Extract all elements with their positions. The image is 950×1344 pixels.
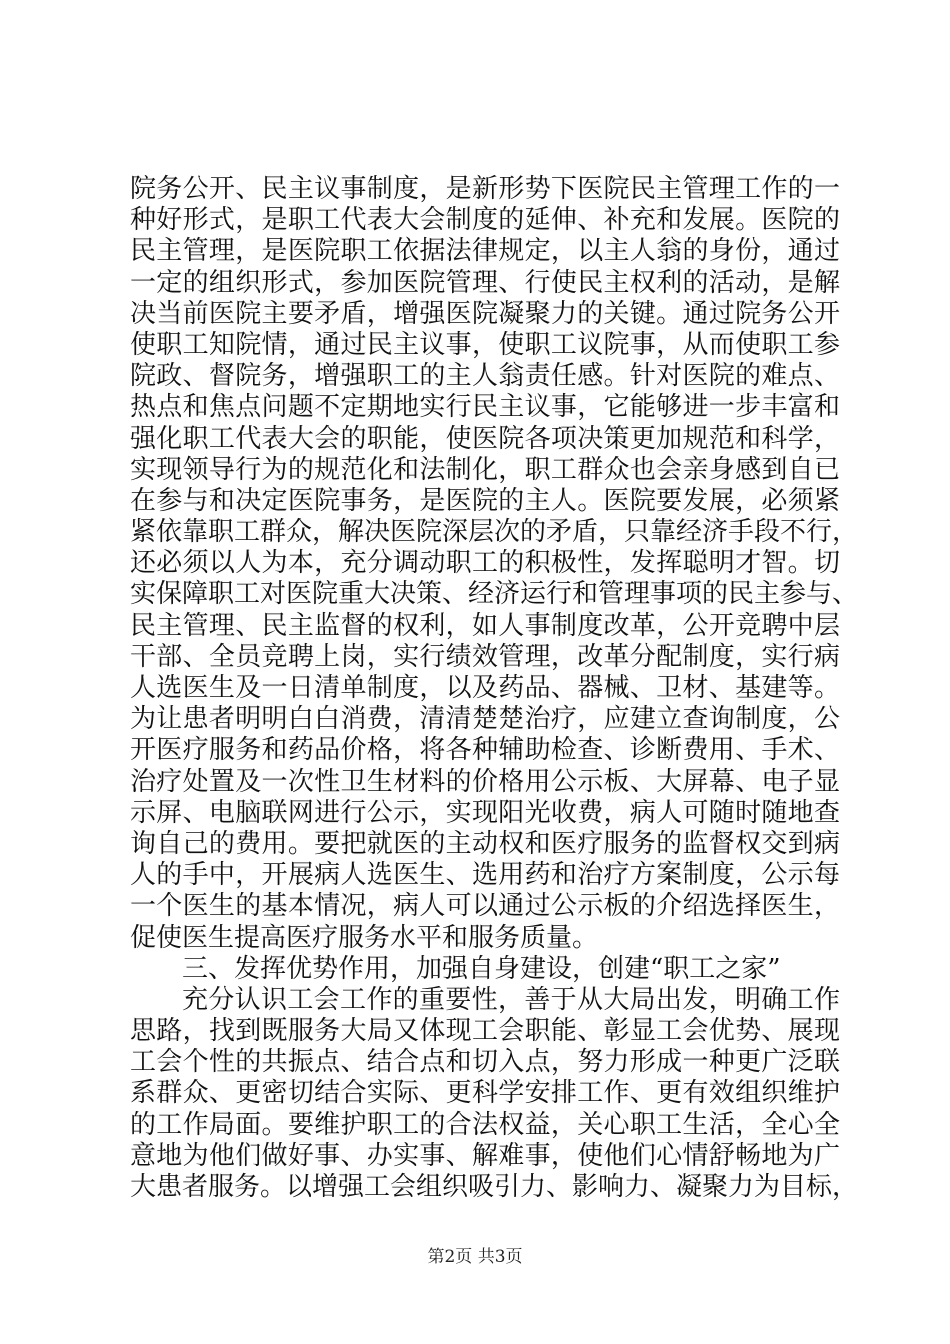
page-footer — [0, 1242, 950, 1267]
text-line: 热点和焦点问题不定期地实行民主议事，它能够进一步丰富和 — [130, 392, 840, 423]
document-body — [130, 174, 859, 1203]
text-line: 系群众、更密切结合实际、更科学安排工作、更有效组织维护 — [130, 1078, 840, 1109]
text-line: 工会个性的共振点、结合点和切入点，努力形成一种更广泛联 — [130, 1047, 840, 1078]
text-line: 的工作局面。要维护职工的合法权益，关心职工生活，全心全 — [130, 1109, 840, 1140]
text-line: 院政、督院务，增强职工的主人翁责任感。针对医院的难点、 — [130, 361, 840, 392]
text-line: 意地为他们做好事、办实事、解难事，使他们心情舒畅地为广 — [130, 1140, 840, 1171]
page-number-label: 第2页 共3页 — [427, 1247, 523, 1267]
text-line: 民主管理，是医院职工依据法律规定，以主人翁的身份，通过 — [130, 236, 840, 267]
text-line: 人选医生及一日清单制度，以及药品、器械、卫材、基建等。 — [130, 673, 840, 703]
text-line: 决当前医院主要矛盾，增强医院凝聚力的关键。通过院务公开 — [130, 298, 840, 329]
text-line: 实现领导行为的规范化和法制化，职工群众也会亲身感到自已 — [130, 454, 840, 485]
text-line: 思路，找到既服务大局又体现工会职能、彰显工会优势、展现 — [130, 1016, 840, 1047]
text-line: 紧依靠职工群众，解决医院深层次的矛盾，只靠经济手段不行， — [130, 517, 859, 548]
text-line: 强化职工代表大会的职能，使医院各项决策更加规范和科学， — [130, 423, 840, 454]
text-line: 一定的组织形式，参加医院管理、行使民主权利的活动，是解 — [130, 267, 840, 298]
text-line: 干部、全员竞聘上岗，实行绩效管理，改革分配制度，实行病 — [130, 641, 840, 672]
text-line: 一个医生的基本情况，病人可以通过公示板的介绍选择医生， — [130, 891, 840, 922]
text-line: 种好形式，是职工代表大会制度的延伸、补充和发展。医院的 — [130, 205, 840, 236]
text-line: 民主管理、民主监督的权利，如人事制度改革，公开竞聘中层 — [130, 610, 840, 641]
text-line: 人的手中，开展病人选医生、选用药和治疗方案制度，公示每 — [130, 860, 840, 891]
text-line: 院务公开、民主议事制度，是新形势下医院民主管理工作的一 — [130, 174, 840, 204]
text-line: 大患者服务。以增强工会组织吸引力、影响力、凝聚力为目标， — [130, 1172, 859, 1202]
text-line: 还必须以人为本，充分调动职工的积极性，发挥聪明才智。切 — [130, 548, 840, 579]
text-line: 为让患者明明白白消费，清清楚楚治疗，应建立查询制度，公 — [130, 704, 840, 735]
text-line: 促使医生提高医疗服务水平和服务质量。 — [130, 922, 599, 953]
text-line: 使职工知院情，通过民主议事，使职工议院事，从而使职工参 — [130, 329, 840, 360]
text-line: 询自己的费用。要把就医的主动权和医疗服务的监督权交到病 — [130, 828, 840, 859]
section-heading: 三、发挥优势作用，加强自身建设，创建“职工之家” — [182, 953, 781, 984]
text-line: 治疗处置及一次性卫生材料的价格用公示板、大屏幕、电子显 — [130, 766, 840, 797]
text-line: 充分认识工会工作的重要性，善于从大局出发，明确工作 — [182, 984, 840, 1015]
text-line: 实保障职工对医院重大决策、经济运行和管理事项的民主参与、 — [130, 579, 859, 610]
text-line: 开医疗服务和药品价格，将各种辅助检查、诊断费用、手术、 — [130, 735, 840, 766]
text-line: 在参与和决定医院事务，是医院的主人。医院要发展，必须紧 — [130, 485, 840, 516]
text-line: 示屏、电脑联网进行公示，实现阳光收费，病人可随时随地查 — [130, 797, 840, 828]
